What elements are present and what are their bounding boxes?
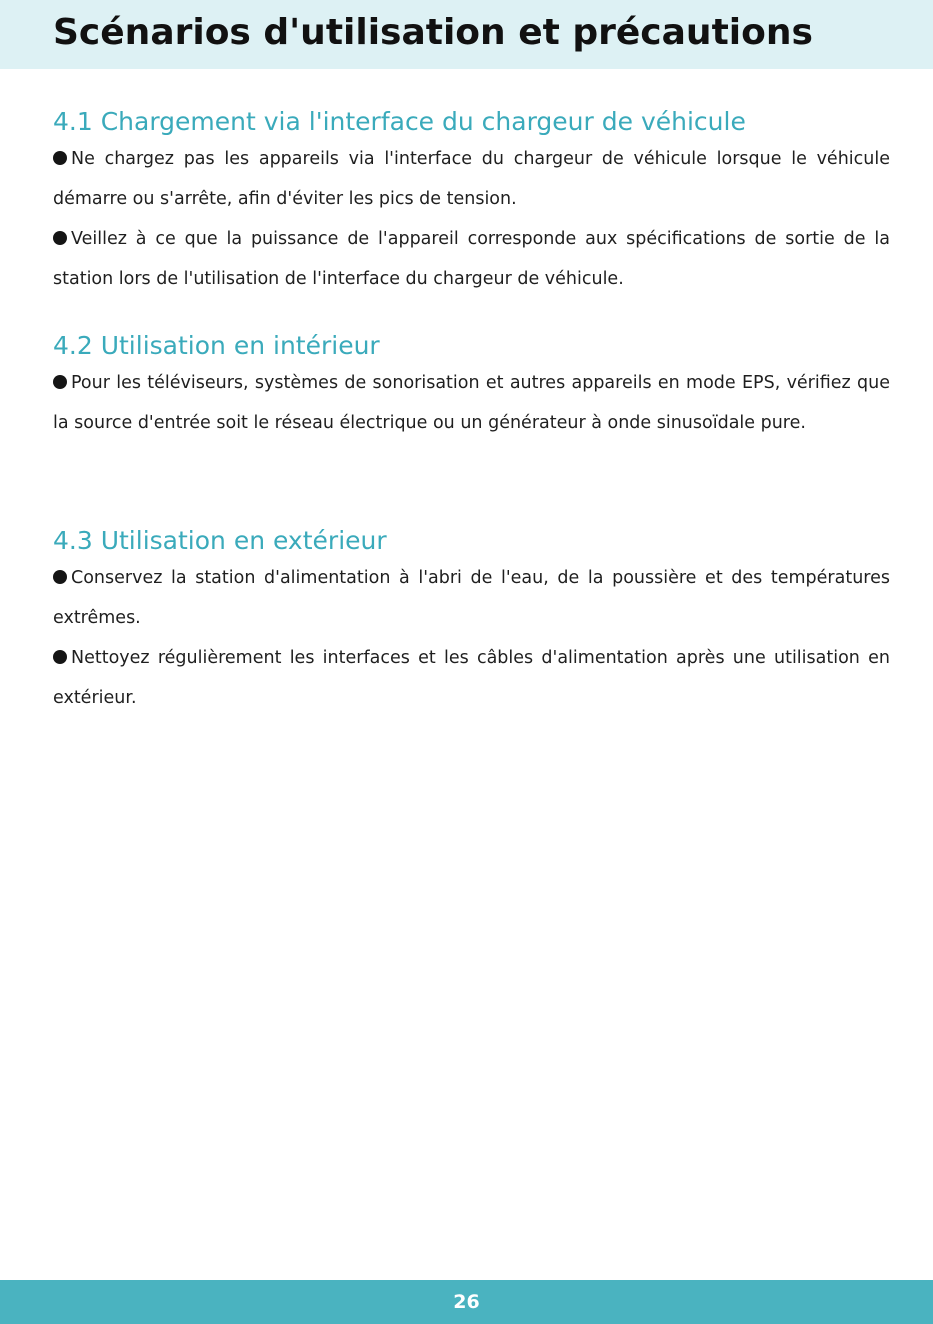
paragraph-text: Ne chargez pas les appareils via l'interface du chargeur de véhicule lorsque le véhicule démarre ou s'arrête, afin d'éviter les pics de tension. bbox=[53, 149, 890, 209]
bullet-paragraph bbox=[53, 219, 890, 299]
bullet-paragraph bbox=[53, 558, 890, 638]
paragraph-text: Veillez à ce que la puissance de l'appareil corresponde aux spécifications de sortie de la station lors de l'utilisation de l'interface du chargeur de véhicule. bbox=[53, 229, 890, 289]
section-indoor-use bbox=[53, 329, 890, 443]
section-heading: 4.2 Utilisation en intérieur bbox=[53, 331, 380, 360]
bullet-paragraph bbox=[53, 638, 890, 718]
page-footer bbox=[0, 1280, 933, 1324]
paragraph-text: Nettoyez régulièrement les interfaces et les câbles d'alimentation après une utilisation en extérieur. bbox=[53, 648, 890, 708]
section-heading: 4.3 Utilisation en extérieur bbox=[53, 526, 387, 555]
bullet-dot-icon bbox=[53, 231, 67, 245]
page-number: 26 bbox=[453, 1291, 480, 1313]
page-header bbox=[0, 0, 933, 69]
page-title: Scénarios d'utilisation et précautions bbox=[53, 12, 813, 53]
section-outdoor-use bbox=[53, 524, 890, 718]
bullet-dot-icon bbox=[53, 375, 67, 389]
bullet-dot-icon bbox=[53, 151, 67, 165]
paragraph-text: Conservez la station d'alimentation à l'abri de l'eau, de la poussière et des températures extrêmes. bbox=[53, 568, 890, 628]
bullet-dot-icon bbox=[53, 570, 67, 584]
section-vehicle-charger bbox=[53, 105, 890, 299]
paragraph-text: Pour les téléviseurs, systèmes de sonorisation et autres appareils en mode EPS, vérifiez que la source d'entrée soit le réseau électrique ou un générateur à onde sinusoïdale pure. bbox=[53, 373, 890, 433]
bullet-paragraph bbox=[53, 363, 890, 443]
bullet-paragraph bbox=[53, 139, 890, 219]
bullet-dot-icon bbox=[53, 650, 67, 664]
section-heading: 4.1 Chargement via l'interface du chargeur de véhicule bbox=[53, 107, 746, 136]
